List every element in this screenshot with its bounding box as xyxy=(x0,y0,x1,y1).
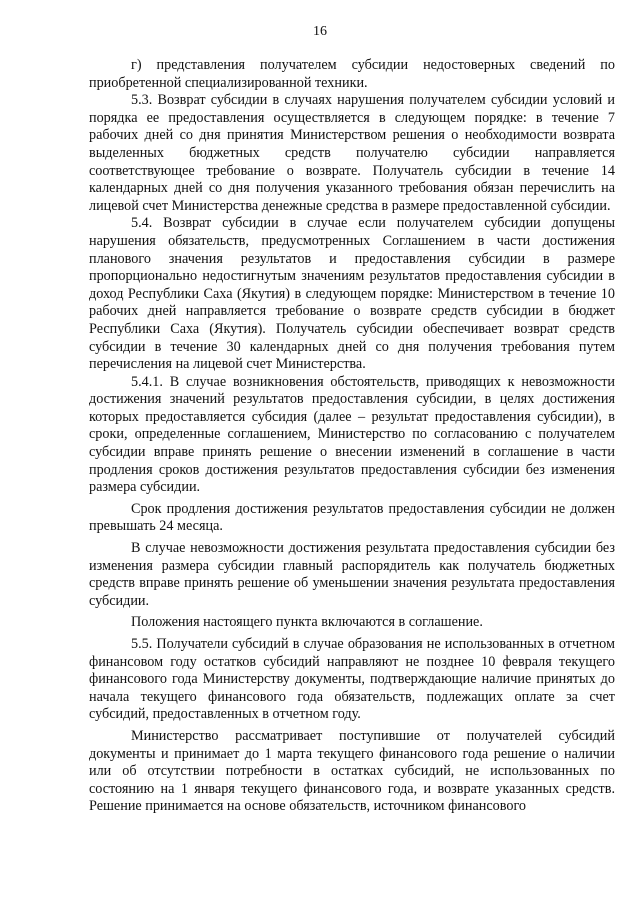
paragraph-extension-term: Срок продления достижения результатов предоставления субсидии не должен превышать 24 месяца. xyxy=(89,500,615,535)
paragraph-5-5: 5.5. Получатели субсидий в случае образования не использованных в отчетном финансовом году остатков субсидий направляют не позднее 10 февраля текущего финансового года Министерству документы, подтверждающие наличие принятых до начала текущего финансового года обязательств, подлежащих оплате за счет субсидий, предоставленных в отчетном году. xyxy=(89,636,615,723)
paragraph-4-g: г) представления получателем субсидии недостоверных сведений по приобретенной специализированной техники. xyxy=(89,57,615,91)
paragraph-agreement-clause: Положения настоящего пункта включаются в соглашение. xyxy=(131,614,483,631)
paragraph-5-4: 5.4. Возврат субсидии в случае если получателем субсидии допущены нарушения обязательств, предусмотренных Соглашением в части достижения планового значения результатов и предоставления субсидии в размере пропорционально недостигнутым значениям результатов предоставления субсидии в доход Республики Саха (Якутия) в следующем порядке: Министерством в течение 10 рабочих дней направляется требование о возврате средств субсидии в бюджет Республики Саха (Якутия). Получатель субсидии обеспечивает возврат средств субсидии в течение 30 календарных дней со дня получения требования путем перечисления на лицевой счет Министерства. xyxy=(89,215,615,373)
paragraph-reduce-result: В случае невозможности достижения результата предоставления субсидии без изменения размера субсидии главный распорядитель как получатель бюджетных средств вправе принять решение об уменьшении значения результата предоставления субсидии. xyxy=(89,540,615,609)
paragraph-5-4-1: 5.4.1. В случае возникновения обстоятельств, приводящих к невозможности достижения значений результатов предоставления субсидии, в целях достижения которых предоставляется субсидия (далее – результат предоставления субсидии), в сроки, определенные соглашением, Министерство по согласованию с получателем субсидии вправе принять решение о внесении изменений в соглашение в части продления сроков достижения результатов предоставления субсидии без изменения размера субсидии. xyxy=(89,373,615,496)
page-number: 16 xyxy=(313,24,327,39)
paragraph-ministry-review: Министерство рассматривает поступившие от получателей субсидий документы и принимает до 1 марта текущего финансового года решение о наличии или об отсутствии потребности в остатках субсидий, не использованных по состоянию на 1 января текущего финансового года, и возврате указанных средств. Решение принимается на основе обязательств, источником финансового xyxy=(89,727,615,815)
document-body xyxy=(89,57,615,816)
paragraph-5-3: 5.3. Возврат субсидии в случаях нарушения получателем субсидии условий и порядка ее предоставления осуществляется в следующем порядке: в течение 7 рабочих дней со дня принятия Министерством решения о необходимости возврата выделенных бюджетных средств получателю субсидии направляется соответствующее требование о возврате. Получатель субсидии в течение 14 календарных дней со дня получения указанного требования обязан перечислить на лицевой счет Министерства денежные средства в размере предоставленной субсидии. xyxy=(89,92,615,214)
